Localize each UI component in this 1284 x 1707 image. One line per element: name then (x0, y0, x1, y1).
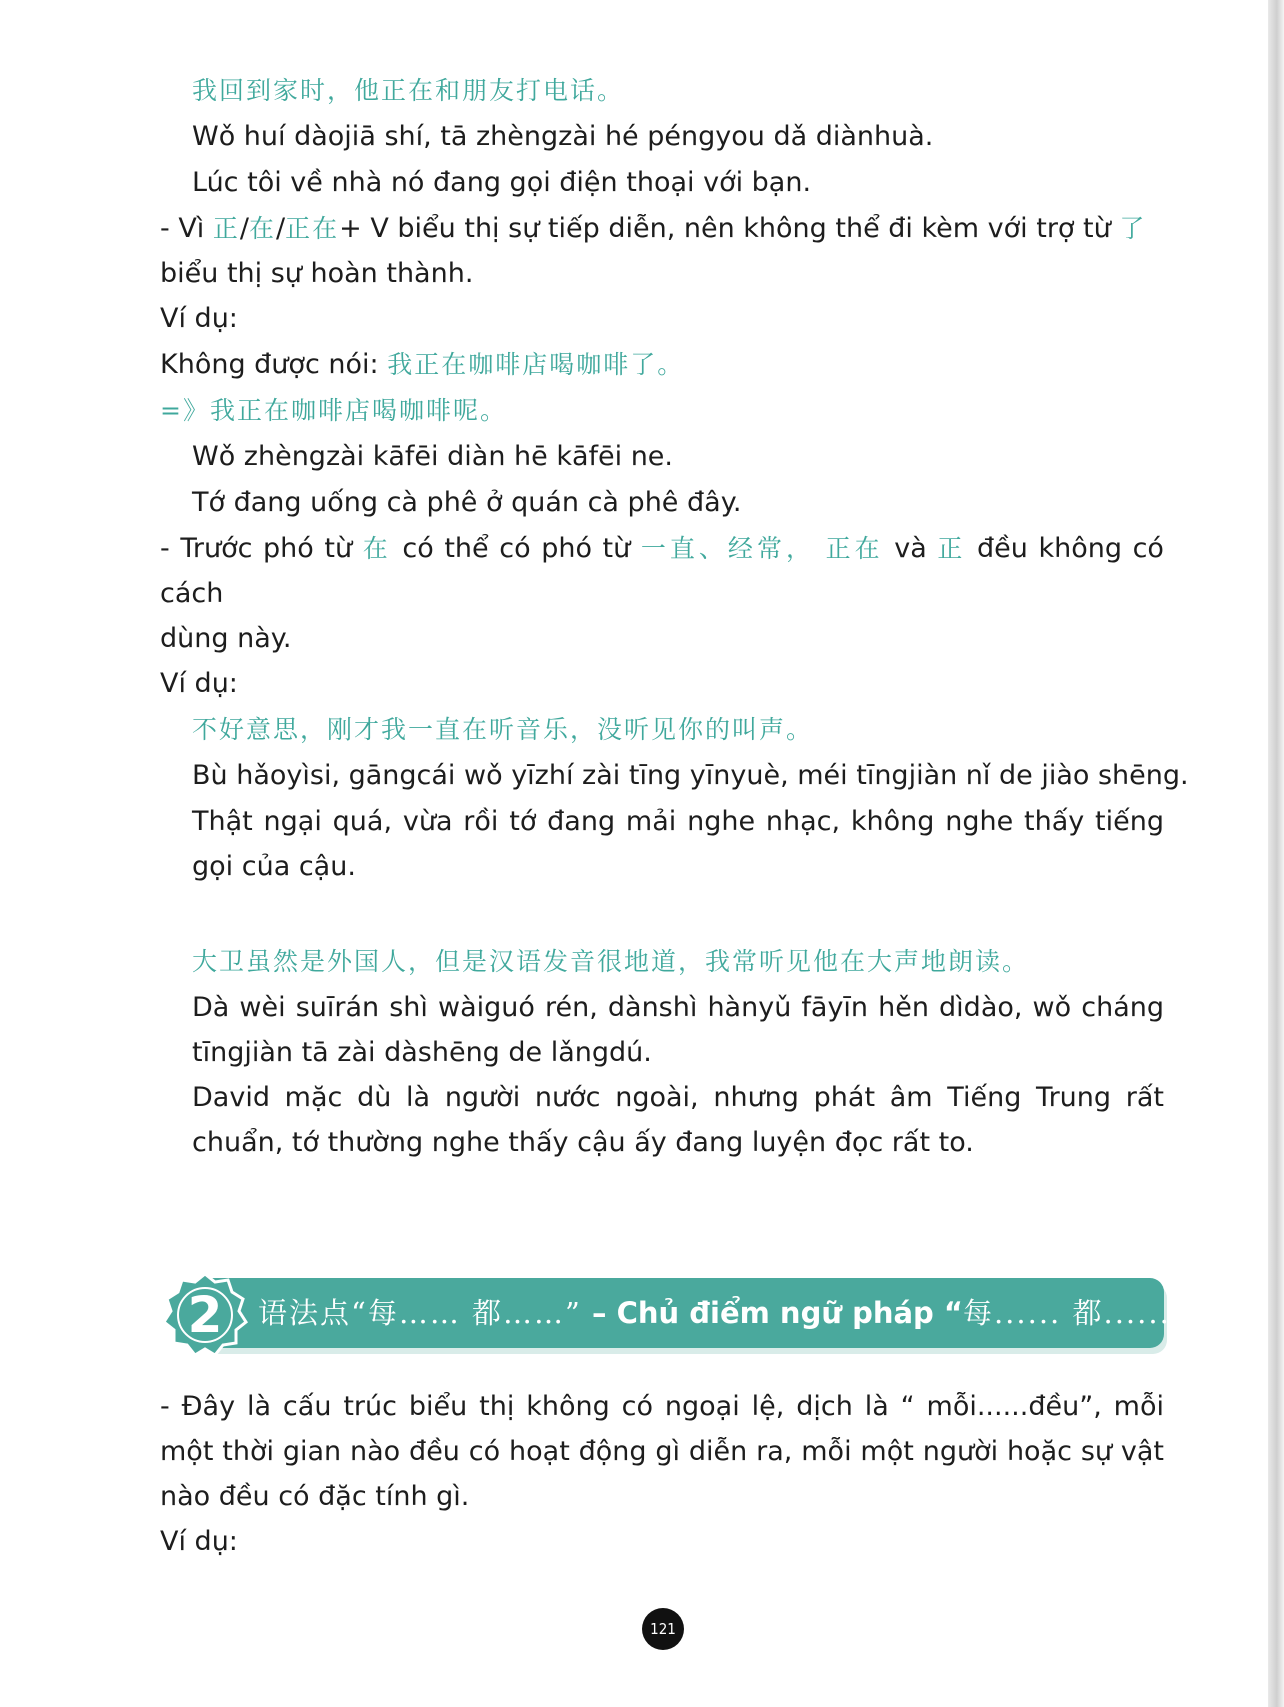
wrong-usage: Không được nói: 我正在咖啡店喝咖啡了。 (160, 349, 685, 380)
example-label: Ví dụ: (160, 1526, 238, 1557)
correct-sentence: 我正在咖啡店喝咖啡呢。 (209, 396, 507, 425)
chinese-term: 正在 (825, 534, 884, 563)
example-chinese: 我回到家时，他正在和朋友打电话。 (192, 76, 625, 105)
rule-paragraph: - Trước phó từ 在 có thể có phó từ 一直、经常， 正在 và 正 đều không có cách dùng này. (160, 533, 1164, 654)
section-description: - Đây là cấu trúc biểu thị không có ngoại lệ, dịch là “ mỗi......đều”, mỗi một thời gian nào đều có hoạt động gì diễn ra, mỗi một người hoặc sự vật nào đều có đặc tính gì. (160, 1391, 1164, 1512)
section-banner (162, 1272, 1190, 1358)
rule-paragraph: - Vì 正/在/正在+ V biểu thị sự tiếp diễn, nên không thể đi kèm với trợ từ 了 biểu thị sự hoàn thành. (160, 213, 1147, 289)
example-vietnamese: Lúc tôi về nhà nó đang gọi điện thoại với bạn. (192, 167, 812, 198)
example-pinyin: Dà wèi suīrán shì wàiguó rén, dànshì hànyǔ fāyīn hěn dìdào, wǒ cháng tīngjiàn tā zài dàshēng de lǎngdú. (192, 992, 1164, 1068)
chinese-term: 正 (937, 534, 967, 563)
example-pinyin: Bù hǎoyìsi, gāngcái wǒ yīzhí zài tīng yīnyuè, méi tīngjiàn nǐ de jiào shēng. (192, 760, 1189, 791)
section-2-body (160, 1384, 1164, 1565)
page-edge (1268, 0, 1284, 1707)
example-chinese: 大卫虽然是外国人，但是汉语发音很地道，我常听见他在大声地朗读。 (192, 947, 1030, 976)
example-vietnamese: David mặc dù là người nước ngoài, nhưng phát âm Tiếng Trung rất chuẩn, tớ thường nghe thấy cậu ấy đang luyện đọc rất to. (192, 1082, 1164, 1158)
section-title: 语法点“每…… 都……” – Chủ điểm ngữ pháp “每...... 都......” (258, 1296, 1190, 1330)
correct-usage (160, 388, 1164, 434)
chinese-term: 一直、经常， (640, 534, 815, 563)
arrow-symbol: =》 (160, 396, 210, 425)
example-label: Ví dụ: (160, 668, 238, 699)
example-vietnamese: Thật ngại quá, vừa rồi tớ đang mải nghe nhạc, không nghe thấy tiếng gọi của cậu. (192, 806, 1164, 882)
correct-pinyin: Wǒ zhèngzài kāfēi diàn hē kāfēi ne. (192, 441, 674, 472)
chinese-term: 在 (249, 214, 277, 243)
wrong-sentence: 我正在咖啡店喝咖啡了。 (387, 350, 685, 379)
example-label: Ví dụ: (160, 303, 238, 334)
chinese-term: 正 (212, 214, 240, 243)
correct-vietnamese: Tớ đang uống cà phê ở quán cà phê đây. (192, 487, 742, 518)
spacer (160, 889, 1164, 939)
page-number: 121 (642, 1608, 684, 1650)
example-pinyin: Wǒ huí dàojiā shí, tā zhèngzài hé péngyou dǎ diànhuà. (192, 121, 934, 152)
chinese-term: 在 (362, 534, 392, 563)
section-number: 2 (187, 1286, 223, 1344)
example-chinese: 不好意思，刚才我一直在听音乐，没听见你的叫声。 (192, 715, 814, 744)
page-content (160, 68, 1189, 1165)
chinese-term: 了 (1119, 214, 1147, 243)
chinese-term: 正在 (285, 214, 340, 243)
